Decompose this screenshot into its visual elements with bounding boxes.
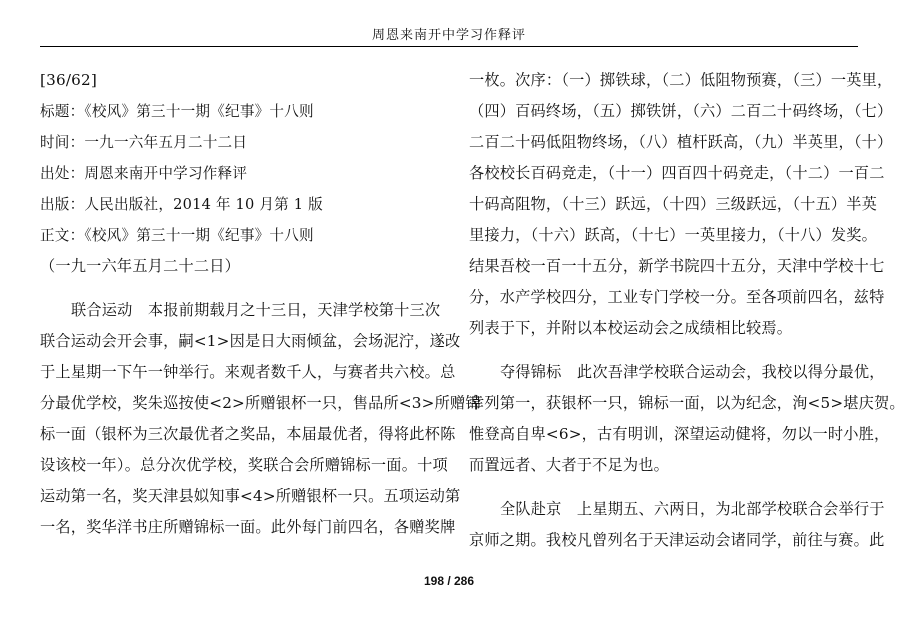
meta-body-heading: 正文：《校风》第三十一期《纪事》十八则 <box>40 227 314 244</box>
paragraph-line: 运动第一名，奖天津县姒知事<4>所赠银杯一只。五项运动第 <box>40 487 461 505</box>
paragraph-line: 二百二十码低阻物终场，（八）植杆跃高，（九）半英里，（十） <box>469 133 893 151</box>
record-index: [36/62] <box>40 71 98 89</box>
body-date: （一九一六年五月二十二日） <box>40 257 241 275</box>
paragraph-line: 联合运动 本报前期载月之十三日，天津学校第十三次 <box>71 301 441 319</box>
paragraph-line: 联合运动会开会事，嗣<1>因是日大雨倾盆，会场泥泞，遂改 <box>40 332 461 350</box>
document-header-title: 周恩来南开中学习作释评 <box>371 28 526 43</box>
meta-time: 时间：一九一六年五月二十二日 <box>40 134 248 151</box>
paragraph-line: 结果吾校一百一十五分，新学书院四十五分，天津中学校十七 <box>469 257 885 275</box>
paragraph-line: 全队赴京 上星期五、六两日，为北部学校联合会举行于 <box>500 500 885 518</box>
paragraph-line: 分，水产学校四分，工业专门学校一分。至各项前四名，兹特 <box>469 288 885 306</box>
paragraph-line: 惟登高自卑<6>，古有明训，深望运动健将，勿以一时小胜， <box>469 425 890 443</box>
header-divider <box>40 46 858 47</box>
paragraph-line: 幸列第一，获银杯一只，锦标一面，以为纪念，洵<5>堪庆贺。 <box>469 394 905 412</box>
meta-source: 出处：周恩来南开中学习作释评 <box>40 165 248 182</box>
paragraph-line: 标一面（银杯为三次最优者之奖品，本届最优者，得将此杯陈 <box>40 425 456 443</box>
paragraph-line: 分最优学校，奖朱巡按使<2>所赠银杯一只，售品所<3>所赠锦 <box>40 394 481 412</box>
paragraph-line: 一名，奖华洋书庄所赠锦标一面。此外每门前四名，各赠奖牌 <box>40 518 456 536</box>
paragraph-line: 设该校一年）。总分次优学校，奖联合会所赠锦标一面。十项 <box>40 456 448 474</box>
paragraph-line: 各校校长百码竞走，（十一）四百四十码竞走，（十二）一百二 <box>469 164 885 182</box>
paragraph-line: 列表于下，并附以本校运动会之成绩相比较焉。 <box>469 319 793 337</box>
paragraph-line: 十码高阻物，（十三）跃远，（十四）三级跃远，（十五）半英 <box>469 195 878 213</box>
paragraph-line: 夺得锦标 此次吾津学校联合运动会，我校以得分最优， <box>500 363 885 381</box>
meta-title: 标题：《校风》第三十一期《纪事》十八则 <box>40 103 314 120</box>
meta-publisher: 出版：人民出版社，2014 年 10 月第 1 版 <box>40 196 323 213</box>
paragraph-line: （四）百码终场，（五）掷铁饼，（六）二百二十码终场，（七） <box>469 102 893 120</box>
paragraph-line: 而置远者、大者于不足为也。 <box>469 456 670 474</box>
paragraph-line: 京师之期。我校凡曾列名于天津运动会诸同学，前往与赛。此 <box>469 531 885 549</box>
page-number: 198 / 286 <box>423 574 475 588</box>
left-column <box>40 65 481 543</box>
paragraph-line: 一枚。次序：（一）掷铁球，（二）低阻物预赛，（三）一英里， <box>469 71 893 89</box>
paragraph-line: 于上星期一下午一钟举行。来观者数千人，与赛者共六校。总 <box>40 363 456 381</box>
right-column <box>469 65 905 556</box>
paragraph-line: 里接力，（十六）跃高，（十七）一英里接力，（十八）发奖。 <box>469 226 878 244</box>
